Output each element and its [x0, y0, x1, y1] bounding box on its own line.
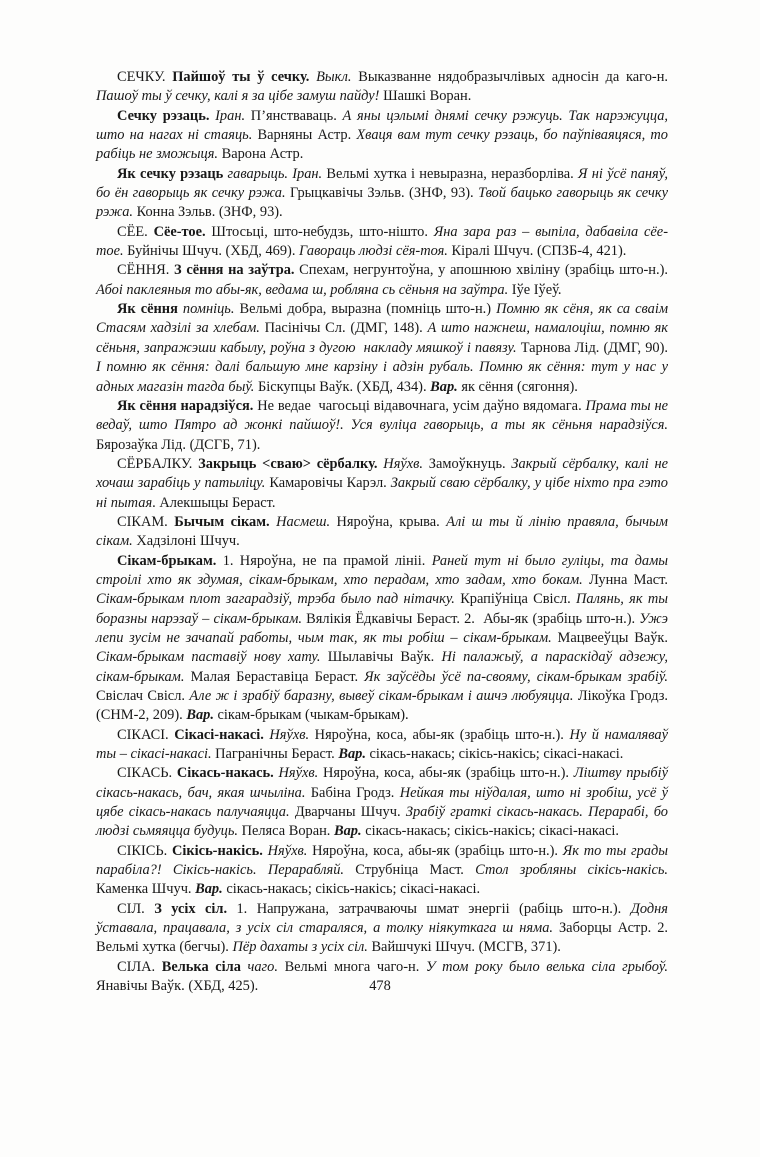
entry-text-run: Палянь, як ты боразны нарэзаў – сікам-брыкам. — [96, 591, 672, 627]
entry-text-run: Пасінічы Сл. (ДМГ, 148). — [264, 320, 428, 337]
entry-text-run: Выкл. — [316, 69, 359, 85]
entry-text-run: Велька сіла — [161, 958, 248, 975]
entry-text-run: Дварчаны Шчуч. — [294, 804, 406, 821]
entry-text-run: Ужэ лепи зусім не зачапай работы, чым так, як ты робіш – сікам-брыкам. — [96, 610, 672, 646]
entry-text-run: Іран. — [215, 107, 251, 124]
entry-text-run: СІКАМ. — [117, 513, 175, 530]
entry-text-run: Грыцкавічы Зэльв. (ЗНФ, 93). — [290, 185, 479, 202]
entry-text-run: Буйнічы Шчуч. (ХБД, 469). — [127, 243, 300, 260]
entry-text-run: Вар. — [186, 707, 218, 724]
entry-text-run: СЁРБАЛКУ. — [117, 455, 199, 472]
dictionary-entry-sechku — [96, 68, 672, 107]
entry-text-run: А што нажнеш, намалоціш, помню як сёньня, запражэши кабылу, роўна з дугою накладу мяшкоў і павязу. — [96, 320, 672, 356]
entry-text-run: Нейкая ты ніўдалая, што ні зробіш, усё ў цябе сікась-накась палучаяцца. — [96, 784, 672, 821]
entry-text-run: . Алекшыцы Бераст. — [152, 494, 276, 511]
entry-text-run: СЕЧКУ. — [117, 69, 173, 85]
entry-text-run: Пеляса Воран. — [241, 823, 334, 840]
entry-text-run: Вялікія Ёдкавічы Бераст. 2. Абы-як (зрабіць што-н.). — [306, 610, 640, 627]
dictionary-entry-jak-syonnya-pomnic — [96, 300, 672, 397]
entry-text-run: Вар. — [338, 746, 370, 763]
entry-text-run: Але ж і зрабіў баразну, вывеў сікам-брыкам і ашчэ любуяцца. — [189, 688, 578, 704]
entry-text-run: Няроўна, коса, абы-як (зрабіць што-н.). — [322, 765, 574, 782]
entry-text-run: Закрый сёрбалку, калі не хочаш зарабіць у патыліцу. — [96, 455, 672, 492]
entry-text-run: Струбніца Маст. — [355, 862, 476, 879]
entry-text-run: Як сёння — [117, 301, 183, 318]
entry-text-run: Як сечку рэзаць — [117, 165, 228, 182]
entry-text-run: СІЛ. — [117, 900, 155, 917]
entry-text-run: Вар. — [430, 378, 462, 395]
entry-text-run: Я ні ўсё паняў, бо ён гаворыць як сечку рэжа. — [96, 165, 672, 202]
dictionary-entry-sikis — [96, 842, 672, 900]
entry-text-run: сікась-накась; сікісь-накісь; сікасі-накасі. — [365, 823, 619, 840]
entry-text-run: Ні палажыў, а параскідаў адзежу, сікам-брыкам. — [96, 649, 672, 685]
entry-text-run: І помню як сёння: далі бальшую мне карзіну і адзін рубаль. Помню як сёння: тут у нас у адных магазін тагда быў. — [96, 359, 672, 395]
entry-text-run: Сікам-брыкам паставіў нову хату. — [96, 649, 328, 666]
entry-text-run: Помню як сёня, як са сваім Стасям хадзілі за хлебам. — [96, 301, 672, 337]
entry-text-run: Стол зробляны сікісь-накісь. — [475, 862, 672, 879]
entry-text-run: Хадзілоні Шчуч. — [136, 533, 240, 550]
entry-text-run: Камаровічы Карэл. — [269, 475, 391, 492]
entry-text-run: Штосьці, што-небудзь, што-нішто. — [211, 223, 434, 240]
dictionary-entry-syerbalku — [96, 455, 672, 513]
entry-text-run: Лунна Маст. — [588, 571, 672, 588]
entry-text-run: чаго. — [247, 958, 285, 975]
dictionary-entry-sikam-brykam — [96, 552, 672, 726]
entry-text-run: СІКАСІ. — [117, 726, 175, 743]
entry-text-run: сікась-накась; сікісь-накісь; сікасі-накасі. — [369, 746, 624, 763]
entry-text-run: Няўхв. — [269, 726, 315, 743]
entry-text-run: Бярозаўка Лід. (ДСГБ, 71). — [96, 436, 261, 453]
entry-text-run: Вельмі добра, выразна (помніць што-н.) — [239, 301, 497, 318]
entry-text-run: Сікасі-накасі. — [174, 726, 270, 743]
entry-text-run: Закрыць <сваю> сёрбалку. — [198, 455, 384, 472]
entry-text-run: Конна Зэльв. (ЗНФ, 93). — [136, 204, 283, 221]
entry-text-run: СЁЕ. — [117, 223, 154, 240]
entry-text-run: Сёе-тое. — [153, 223, 212, 240]
dictionary-entry-sikasi — [96, 726, 672, 765]
entry-text-run: Лікоўка Гродз. (СНМ-2, 209). — [96, 688, 672, 724]
entry-text-run: Алі ш ты й лінію правяла, бычым сікам. — [96, 513, 672, 550]
entry-text-run: Выказванне нядобразычлівых адносін да каго-н. — [358, 69, 672, 85]
entry-text-run: Сікась-накась. — [176, 765, 279, 782]
entry-text-run: Тарнова Лід. (ДМГ, 90). — [520, 339, 672, 356]
entry-text-run: П’янстваваць. — [250, 107, 343, 124]
entry-text-run: Зрабіў граткі сікась-накась. Перарабі, бо людзі сьмяяцца будуць. — [96, 804, 672, 840]
entry-text-run: СІЛА. — [117, 958, 162, 975]
page-number: 478 — [369, 978, 391, 994]
entry-text-run: Закрый сваю сёрбалку, у цібе ніхто пра гэто ні пытая — [96, 475, 672, 511]
entry-text-run: Насмеш. — [276, 513, 337, 530]
entry-text-run: Крапіўніца Свісл. — [460, 591, 577, 608]
dictionary-entry-sechku-rezac — [96, 107, 672, 165]
entry-text-run: Вайшчукі Шчуч. (МСГВ, 371). — [371, 939, 561, 956]
entry-text-run: Бычым сікам. — [174, 513, 277, 530]
entry-text-run: Як сёння нарадзіўся. — [117, 397, 258, 414]
entry-text-run: У том року было велька сіла грыбоў. — [425, 958, 672, 975]
entry-text-run: 1. Няроўна, не па прамой лініі. — [222, 552, 432, 569]
entry-text-run: Пагранічны Бераст. — [215, 746, 339, 763]
entry-text-run: Пайшоў ты ў сечку. — [172, 69, 317, 85]
entry-text-run: Вельмі многа чаго-н. — [284, 958, 426, 975]
entry-text-run: Пашоў ты ў сечку, калі я за цібе замуш пайду! — [96, 88, 384, 105]
entry-text-run: Варона Астр. — [221, 146, 304, 163]
entry-text-run: Няўхв. — [267, 842, 313, 859]
entry-text-run: Пёр дахаты з усіх сіл. — [232, 939, 372, 956]
entry-text-run: Шылавічы Ваўк. — [327, 649, 442, 666]
entry-text-run: Абоі паклеяныя то абы-як, ведама ш, робляна сь сёньня на заўтра. — [96, 281, 512, 298]
dictionary-entry-sil — [96, 900, 672, 958]
entry-text-run: Біскупцы Ваўк. (ХБД, 434). — [258, 378, 431, 395]
entry-text-run: З усіх сіл. — [154, 900, 237, 917]
dictionary-entry-jak-syonnya-naradziusya — [96, 397, 672, 455]
entry-text-run: СЁННЯ. — [117, 262, 175, 279]
entry-text-run: Вар. — [334, 823, 366, 840]
entry-text-run: Ну й намаляваў ты – сікасі-накасі. — [96, 726, 672, 763]
entry-text-run: сікам-брыкам (чыкам-брыкам). — [217, 707, 409, 724]
entry-text-run: З сёння на заўтра. — [174, 262, 300, 279]
dictionary-entry-jak-sechku-rezac — [96, 165, 672, 223]
entry-text-run: Няроўна, крыва. — [336, 513, 447, 530]
entry-text-run: Раней тут ні было гуліцы, та дамы строілі хто як здумая, сікам-брыкам, хто перадам, хто задам, хто бокам. — [96, 552, 672, 588]
entry-text-run: СІКІСЬ. — [117, 842, 172, 859]
entry-text-run: Шашкі Воран. — [383, 88, 472, 105]
entry-text-run: Свіслач Свісл. — [96, 688, 190, 704]
entry-text-run: сікась-накась; сікісь-накісь; сікасі-накасі. — [226, 881, 481, 898]
entry-text-run: Вар. — [195, 881, 227, 898]
entry-text-run: Няроўна, коса, абы-як (зрабіць што-н.). — [314, 726, 570, 743]
entry-text-run: Сікісь-накісь. — [172, 842, 268, 859]
entry-text-run: Іўе Іўеў. — [511, 281, 562, 298]
dictionary-entry-sikam — [96, 513, 672, 552]
entry-text-run: Як заўсёды ўсё па-свояму, сікам-брыкам зрабіў. — [364, 668, 672, 685]
entry-text-run: Ліштву прыбіў сікась-накась, бач, якая шчыліна. — [96, 765, 672, 801]
text-column — [96, 68, 672, 997]
entry-text-run: Спехам, негрунтоўна, у апошнюю хвіліну (зрабіць што-н.). — [299, 262, 672, 279]
entry-text-run: як сёння (сягоння). — [461, 378, 578, 395]
entry-text-run: Кіралі Шчуч. (СПЗБ-4, 421). — [451, 243, 627, 260]
entry-text-run: Гавораць людзі сёя-тоя. — [299, 243, 452, 260]
entry-text-run: СІКАСЬ. — [117, 765, 177, 782]
entry-text-run: Сікам-брыкам. — [117, 552, 223, 569]
entry-text-run: Замоўкнуць. — [428, 455, 512, 472]
entry-text-run: Заборцы Астр. 2. Вельмі хутка (бегчы). — [96, 920, 672, 956]
entry-text-run: Каменка Шчуч. — [96, 881, 196, 898]
entry-text-run: Вельмі хутка і невыразна, неразборліва. — [326, 165, 578, 182]
entry-text-run: Яна зара раз – выпіла, дабавіла сёе-тое. — [96, 223, 668, 260]
entry-text-run: гаварыць. Іран. — [227, 165, 327, 182]
dictionary-entry-sikas — [96, 764, 672, 841]
entry-text-run: Додня ўставала, працавала, з усіх сіл стараляся, а толку ніякуткага ш няма. — [96, 900, 672, 937]
entry-text-run: Сечку рэзаць. — [117, 107, 216, 124]
entry-text-run: Няўхв. — [278, 765, 323, 782]
entry-text-run: Варняны Астр. — [257, 127, 357, 144]
entry-text-run: Як то ты грады парабіла?! Сікісь-накісь. Перарабляй. — [96, 842, 672, 879]
entry-text-run: Бабіна Гродз. — [310, 784, 400, 801]
entry-text-run: Не ведае чагосьці відавочнага, усім даўно вядомага. — [257, 397, 586, 414]
entry-text-run: Няроўна, коса, абы-як (зрабіць што-н.). — [312, 842, 563, 859]
dictionary-entry-syoe — [96, 223, 668, 262]
dictionary-entry-syonnya — [96, 261, 672, 300]
entry-text-run: Мацвееўцы Ваўк. — [557, 629, 672, 646]
entry-text-run: Няўхв. — [383, 455, 429, 472]
entry-text-run: Твой бацько гаворыць як сечку рэжа. — [96, 185, 672, 221]
entry-text-run: Янавічы Ваўк. (ХБД, 425). — [96, 978, 259, 995]
entry-text-run: Прама ты не ведаў, што Пятро ад жонкі пайшоў!. Уся вуліца гаворыць, а ты як сёньня нарадзіўся. — [96, 397, 672, 434]
entry-text-run: Сікам-брыкам плот загарадзіў, трэба было пад нітачку. — [96, 591, 461, 608]
entry-text-run: А яны цэлымі днямі сечку рэжуць. Так нарэжуцца, што на нагах ні стаяць. — [96, 107, 672, 144]
entry-text-run: Хваця вам тут сечку рэзаць, бо паўпіваяцяся, то рабіць не зможыця. — [96, 127, 672, 163]
entry-text-run: 1. Напружана, затрачваючы шмат энергіі (рабіць што-н.). — [236, 900, 631, 917]
entry-text-run: Малая Бераставіца Бераст. — [190, 668, 365, 685]
entry-text-run: помніць. — [182, 301, 240, 318]
